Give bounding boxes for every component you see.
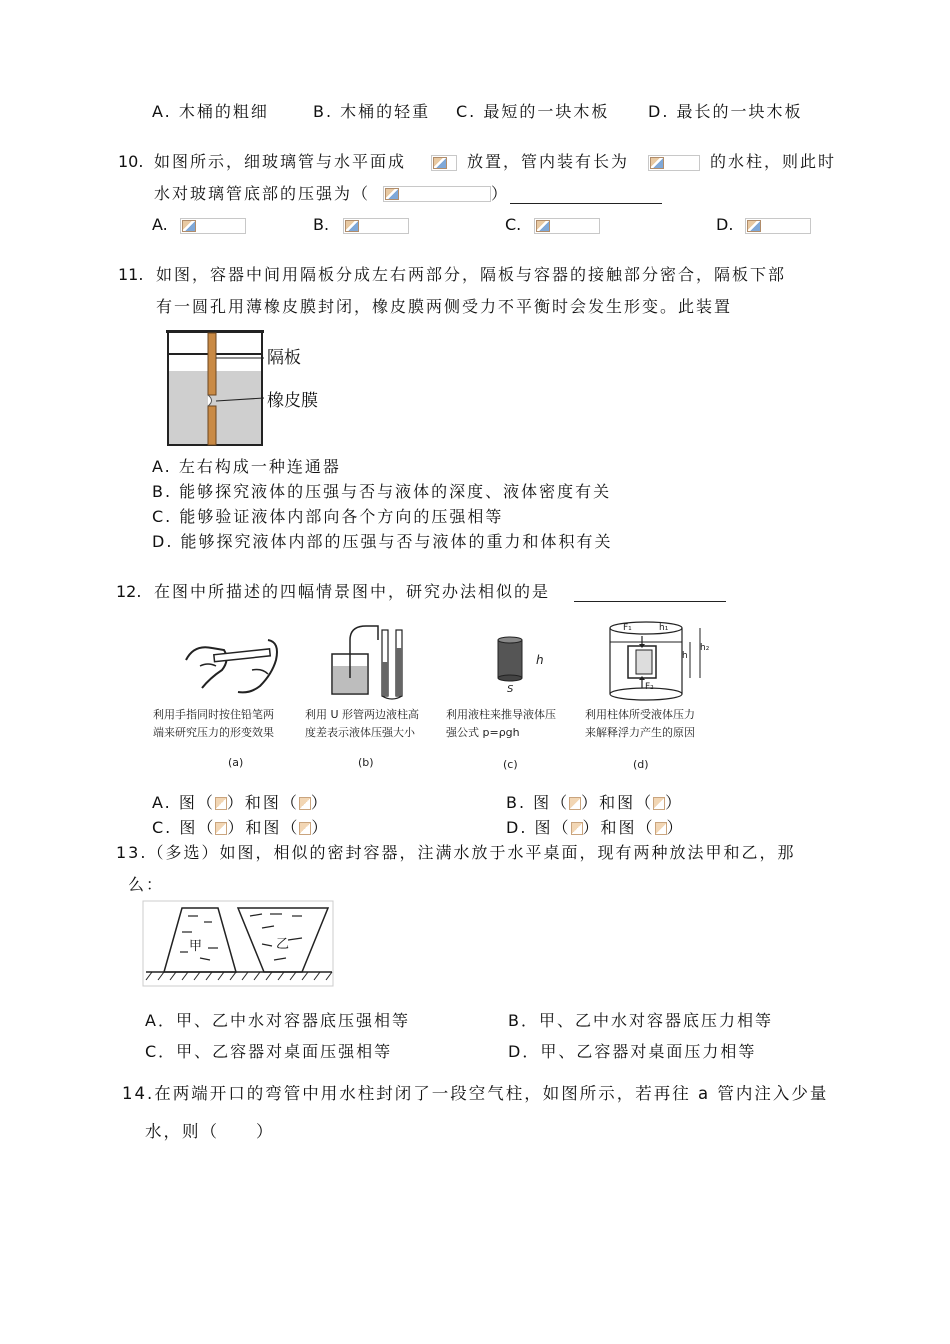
- q10-option-b-label: B.: [313, 215, 330, 234]
- q12-figure-d-f2-label: F₂: [645, 682, 654, 692]
- q12-figure-b-u-tube: [326, 620, 416, 700]
- q13-stem-line1: 13.（多选）如图，相似的密封容器，注满水放于水平桌面，现有两种放法甲和乙，那: [116, 843, 796, 862]
- q12-figure-a-letter: (a): [228, 756, 244, 769]
- q12-caption-d-line1: 利用柱体所受液体压力: [585, 708, 695, 721]
- q12-caption-a-line1: 利用手指同时按住铅笔两: [153, 708, 274, 721]
- q10-option-c-image-icon: [534, 218, 600, 234]
- q10-answer-line: [510, 203, 662, 204]
- q12-figure-d-cylinder: [598, 620, 718, 704]
- q12-caption-b-line2: 度差表示液体压强大小: [305, 726, 415, 739]
- q12-number: 12.: [116, 582, 142, 601]
- q12-figure-d-f1-label: F₁: [623, 623, 632, 633]
- q9-option-a: A. 木桶的粗细: [152, 102, 269, 121]
- q10-option-d-image-icon: [745, 218, 811, 234]
- q11-membrane-label: 橡皮膜: [267, 391, 318, 411]
- q14-stem-line2: 水，则（ ）: [145, 1122, 275, 1141]
- q12-option-d: D. 图（ ）和图（ ）: [506, 818, 685, 837]
- q12-stem: 在图中所描述的四幅情景图中，研究办法相似的是: [154, 582, 551, 601]
- q12-option-a-img1-icon: [215, 797, 227, 810]
- q12-option-b: B. 图（ ）和图（ ）: [506, 793, 684, 812]
- q12-option-b-img2-icon: [653, 797, 665, 810]
- q12-option-d-img2-icon: [655, 822, 667, 835]
- q11-number: 11.: [118, 265, 144, 284]
- q9-option-b: B. 木桶的轻重: [313, 102, 431, 121]
- q13-stem-line2: 么：: [128, 875, 165, 894]
- q11-option-c: C. 能够验证液体内部向各个方向的压强相等: [152, 507, 504, 526]
- q13-option-d: D．甲、乙容器对桌面压力相等: [508, 1042, 757, 1061]
- q10-stem-part1: 如图所示，细玻璃管与水平面成: [154, 152, 407, 171]
- q12-option-a: A. 图（ ）和图（ ）: [152, 793, 329, 812]
- q13-option-a: A．甲、乙中水对容器底压强相等: [145, 1011, 410, 1030]
- q11-container-figure: [160, 326, 330, 448]
- q12-caption-c-line2: 强公式 p=ρgh: [446, 726, 520, 739]
- q13-jia-label: 甲: [189, 939, 203, 954]
- q9-option-c: C. 最短的一块木板: [456, 102, 610, 121]
- q12-option-c: C. 图（ ）和图（ ）: [152, 818, 330, 837]
- q12-caption-a-line2: 端来研究压力的形变效果: [153, 726, 274, 739]
- q12-figure-a-hands-pencil: [180, 630, 300, 700]
- q12-caption-d-line2: 来解释浮力产生的原因: [585, 726, 695, 739]
- q10-stem-part5: ）: [491, 184, 508, 203]
- q10-option-a-image-icon: [180, 218, 246, 234]
- q10-option-d-label: D.: [716, 215, 734, 234]
- q12-answer-line: [574, 601, 726, 602]
- q10-stem-part3: 的水柱，则此时: [710, 152, 837, 171]
- q12-caption-c-line1: 利用液柱来推导液体压: [446, 708, 556, 721]
- q10-option-c-label: C.: [505, 215, 522, 234]
- q11-option-d: D. 能够探究液体内部的压强与否与液体的重力和体积有关: [152, 532, 613, 551]
- q11-option-a: A. 左右构成一种连通器: [152, 457, 341, 476]
- q12-figure-c-s-label: S: [507, 684, 514, 695]
- q10-angle-image-icon: [431, 155, 457, 171]
- q12-figure-d-h1-label: h₁: [659, 623, 669, 633]
- q12-figure-d-h-label: h: [682, 651, 688, 661]
- q10-length-image-icon: [648, 155, 700, 171]
- q12-caption-b-line1: 利用 U 形管两边液柱高: [305, 708, 420, 721]
- q12-figure-c-h-label: h: [536, 653, 544, 667]
- q12-option-c-img1-icon: [215, 822, 227, 835]
- q11-stem-line1: 如图，容器中间用隔板分成左右两部分，隔板与容器的接触部分密合，隔板下部: [156, 265, 787, 284]
- q12-figure-d-letter: (d): [633, 758, 649, 771]
- q12-figure-c-letter: (c): [503, 758, 518, 771]
- q10-option-b-image-icon: [343, 218, 409, 234]
- q9-option-d: D. 最长的一块木板: [648, 102, 803, 121]
- q12-option-d-img1-icon: [571, 822, 583, 835]
- q12-figure-d-h2-label: h₂: [700, 643, 710, 653]
- q14-stem-line1: 14.在两端开口的弯管中用水柱封闭了一段空气柱，如图所示，若再往 a 管内注入少量: [122, 1084, 829, 1103]
- q12-option-c-img2-icon: [299, 822, 311, 835]
- q12-figure-b-letter: (b): [358, 756, 374, 769]
- q13-option-c: C．甲、乙容器对桌面压强相等: [145, 1042, 393, 1061]
- q11-option-b: B. 能够探究液体的压强与否与液体的深度、液体密度有关: [152, 482, 612, 501]
- q11-partition-label: 隔板: [267, 348, 301, 368]
- q10-number: 10.: [118, 152, 144, 171]
- q10-stem-part2: 放置，管内装有长为: [467, 152, 630, 171]
- q10-option-a-label: A.: [152, 215, 168, 234]
- q12-option-b-img1-icon: [569, 797, 581, 810]
- q11-stem-line2: 有一圆孔用薄橡皮膜封闭，橡皮膜两侧受力不平衡时会发生形变。此装置: [156, 297, 733, 316]
- q13-option-b: B．甲、乙中水对容器底压力相等: [508, 1011, 773, 1030]
- q13-containers-figure: [142, 900, 336, 990]
- q12-option-a-img2-icon: [299, 797, 311, 810]
- q10-blank-image-icon: [383, 186, 491, 202]
- q13-yi-label: 乙: [276, 937, 290, 952]
- q10-stem-part4: 水对玻璃管底部的压强为（: [154, 184, 371, 203]
